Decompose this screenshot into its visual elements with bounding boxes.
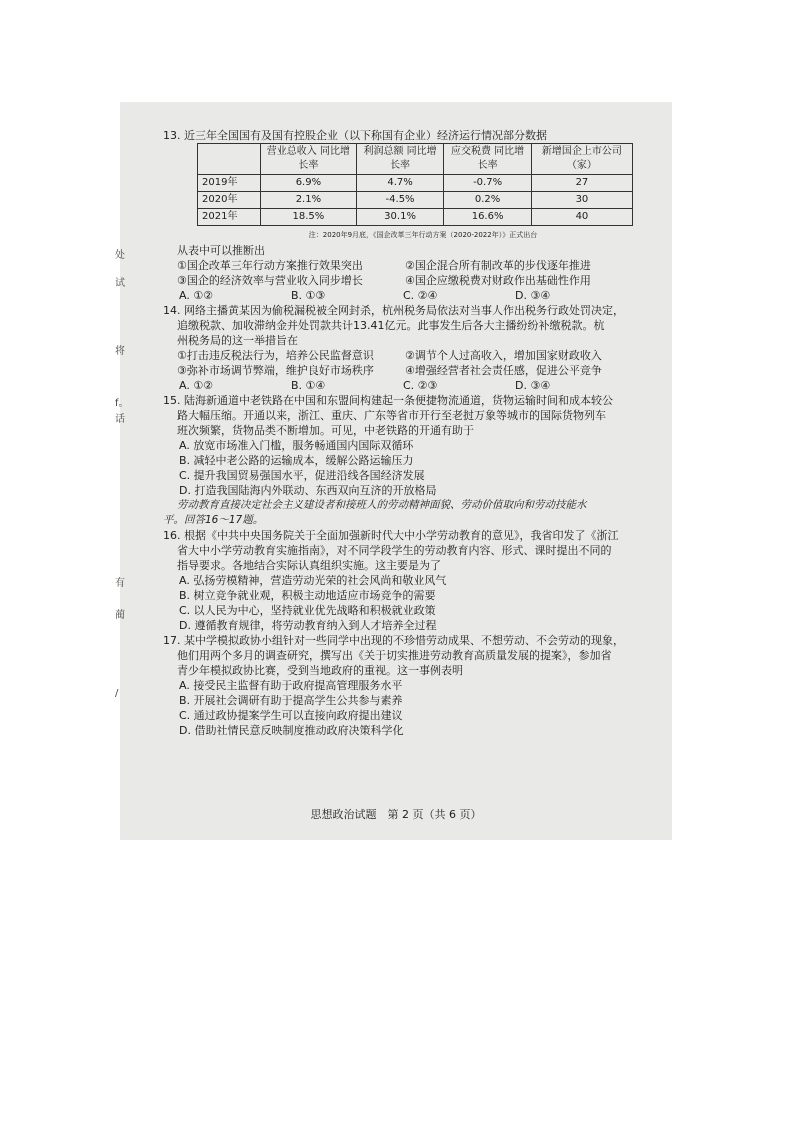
material-text: 劳动教育直接决定社会主义建设者和接班人的劳动精神面貌、劳动价值取向和劳动技能水 <box>177 499 587 511</box>
answer-choice: A. ①② <box>179 379 214 392</box>
q13-answer-choices <box>163 288 643 303</box>
answer-option: C. 提升我国贸易强国水平，促进沿线各国经济发展 <box>179 469 425 482</box>
table-cell: -0.7% <box>444 175 532 192</box>
table-cell: 40 <box>531 209 632 226</box>
table-header-cell: 应交税费 同比增长率 <box>444 144 532 175</box>
answer-choice: A. ①② <box>179 289 214 302</box>
answer-option: D. 借助社情民意反映制度推动政府决策科学化 <box>179 724 404 737</box>
table-cell: 16.6% <box>444 209 532 226</box>
margin-mark: / <box>115 688 119 699</box>
table-cell: 0.2% <box>444 192 532 209</box>
q17-stem-line: 17. 某中学模拟政协小组针对一些同学中出现的不珍惜劳动成果、不想劳动、不会劳动的现象， <box>163 634 624 647</box>
answer-option: B. 减轻中老公路的运输成本，缓解公路运输压力 <box>179 454 414 467</box>
material-text: 平。回答16～17题。 <box>163 514 264 526</box>
answer-option: A. 弘扬劳模精神，营造劳动光荣的社会风尚和敬业风气 <box>179 574 447 587</box>
q16-stem-line: 指导要求。各地结合实际认真组织实施。这主要是为了 <box>177 559 441 572</box>
table-note: 注：2020年9月底，《国企改革三年行动方案（2020-2022年）》正式出台 <box>308 231 538 239</box>
margin-marks <box>115 0 135 1123</box>
table-cell: 27 <box>531 175 632 192</box>
answer-choice: D. ③④ <box>515 379 551 392</box>
answer-choice: B. ①③ <box>291 289 326 302</box>
answer-choice: B. ①④ <box>291 379 326 392</box>
table-cell: 6.9% <box>261 175 357 192</box>
table-header-cell: 利润总额 同比增长率 <box>356 144 444 175</box>
table-row <box>198 175 633 192</box>
q13-stem: 从表中可以推断出 <box>177 244 265 257</box>
q14-stem-line: 14. 网络主播黄某因为偷税漏税被全网封杀，杭州税务局依法对当事人作出税务行政处罚决定， <box>163 304 624 317</box>
answer-option: C. 通过政协提案学生可以直接向政府提出建议 <box>179 709 403 722</box>
answer-option: A. 接受民主监督有助于政府提高管理服务水平 <box>179 679 403 692</box>
table-header-row <box>198 144 633 175</box>
q14-stem-line: 追缴税款、加收滞纳金并处罚款共计13.41亿元。此事发生后各大主播纷纷补缴税款。杭 <box>177 319 605 332</box>
table-cell: 30.1% <box>356 209 444 226</box>
margin-mark: 处 <box>115 250 125 261</box>
table-cell: 18.5% <box>261 209 357 226</box>
answer-choice: D. ③④ <box>515 289 551 302</box>
q14-answer-choices <box>163 378 643 393</box>
table-cell: 30 <box>531 192 632 209</box>
table-cell: 2.1% <box>261 192 357 209</box>
margin-mark: 有 <box>115 578 125 589</box>
table-cell: 4.7% <box>356 175 444 192</box>
q16-stem-line: 省大中小学劳动教育实施指南》，对不同学段学生的劳动教育内容、形式、课时提出不同的 <box>177 544 612 557</box>
q15-stem-line: 班次频繁，货物品类不断增加。可见，中老铁路的开通有助于 <box>177 424 474 437</box>
q15-stem-line: 15. 陆海新通道中老铁路在中国和东盟间构建起一条便捷物流通道，货物运输时间和成本较公 <box>163 394 613 407</box>
table-cell: 2021年 <box>198 209 261 226</box>
option-statement: ②国企混合所有制改革的步伐逐年推进 <box>405 259 591 272</box>
margin-mark: f。 <box>115 398 129 409</box>
q14-options-row <box>163 348 643 363</box>
table-cell: 2020年 <box>198 192 261 209</box>
table-row <box>198 192 633 209</box>
option-statement: ②调节个人过高收入，增加国家财政收入 <box>405 349 602 362</box>
option-statement: ③国企的经济效率与营业收入同步增长 <box>177 274 363 287</box>
margin-mark: 话 <box>115 414 125 425</box>
q13-options-row <box>163 273 643 288</box>
q14-stem-line: 州税务局的这一举措旨在 <box>177 334 298 347</box>
exam-content <box>163 128 643 738</box>
option-statement: ①国企改革三年行动方案推行效果突出 <box>177 259 363 272</box>
answer-choice: C. ②③ <box>403 379 438 392</box>
option-statement: ①打击违反税法行为，培养公民监督意识 <box>177 349 374 362</box>
margin-mark: 试 <box>115 278 125 289</box>
answer-option: B. 树立竞争就业观，积极主动地适应市场竞争的需要 <box>179 589 436 602</box>
q14-options-row <box>163 363 643 378</box>
answer-option: D. 遵循教育规律，将劳动教育纳入到人才培养全过程 <box>179 619 437 632</box>
table-cell: -4.5% <box>356 192 444 209</box>
answer-option: B. 开展社会调研有助于提高学生公共参与素养 <box>179 694 403 707</box>
answer-choice: C. ②④ <box>403 289 438 302</box>
q17-stem-line: 青少年模拟政协比赛，受到当地政府的重视。这一事例表明 <box>177 664 463 677</box>
q13-data-table <box>197 143 633 226</box>
q15-stem-line: 路大幅压缩。开通以来，浙江、重庆、广东等省市开行至老挝万象等城市的国际货物列车 <box>177 409 606 422</box>
margin-mark: 蔺 <box>115 610 125 621</box>
table-cell: 2019年 <box>198 175 261 192</box>
option-statement: ④国企应缴税费对财政作出基础性作用 <box>405 274 591 287</box>
table-header-cell: 营业总收入 同比增长率 <box>261 144 357 175</box>
q13-options-row <box>163 258 643 273</box>
q16-stem-line: 16. 根据《中共中央国务院关于全面加强新时代大中小学劳动教育的意见》，我省印发了《浙江 <box>163 529 619 542</box>
margin-mark: 将 <box>115 346 125 357</box>
table-header-cell <box>198 144 261 175</box>
option-statement: ④增强经营者社会责任感，促进公平竞争 <box>405 364 602 377</box>
q13-title: 13. 近三年全国国有及国有控股企业（以下称国有企业）经济运行情况部分数据 <box>163 129 547 142</box>
option-statement: ③弥补市场调节弊端，维护良好市场秩序 <box>177 364 374 377</box>
answer-option: D. 打造我国陆海内外联动、东西双向互济的开放格局 <box>179 484 437 497</box>
answer-option: C. 以人民为中心，坚持就业优先战略和积极就业政策 <box>179 604 436 617</box>
q17-stem-line: 他们用两个多月的调查研究，撰写出《关于切实推进劳动教育高质量发展的提案》，参加省 <box>177 649 612 662</box>
page-footer: 思想政治试题 第 2 页（共 6 页） <box>310 808 482 821</box>
table-header-cell: 新增国企上市公司（家） <box>531 144 632 175</box>
answer-option: A. 放宽市场准入门槛，服务畅通国内国际双循环 <box>179 439 414 452</box>
table-row <box>198 209 633 226</box>
